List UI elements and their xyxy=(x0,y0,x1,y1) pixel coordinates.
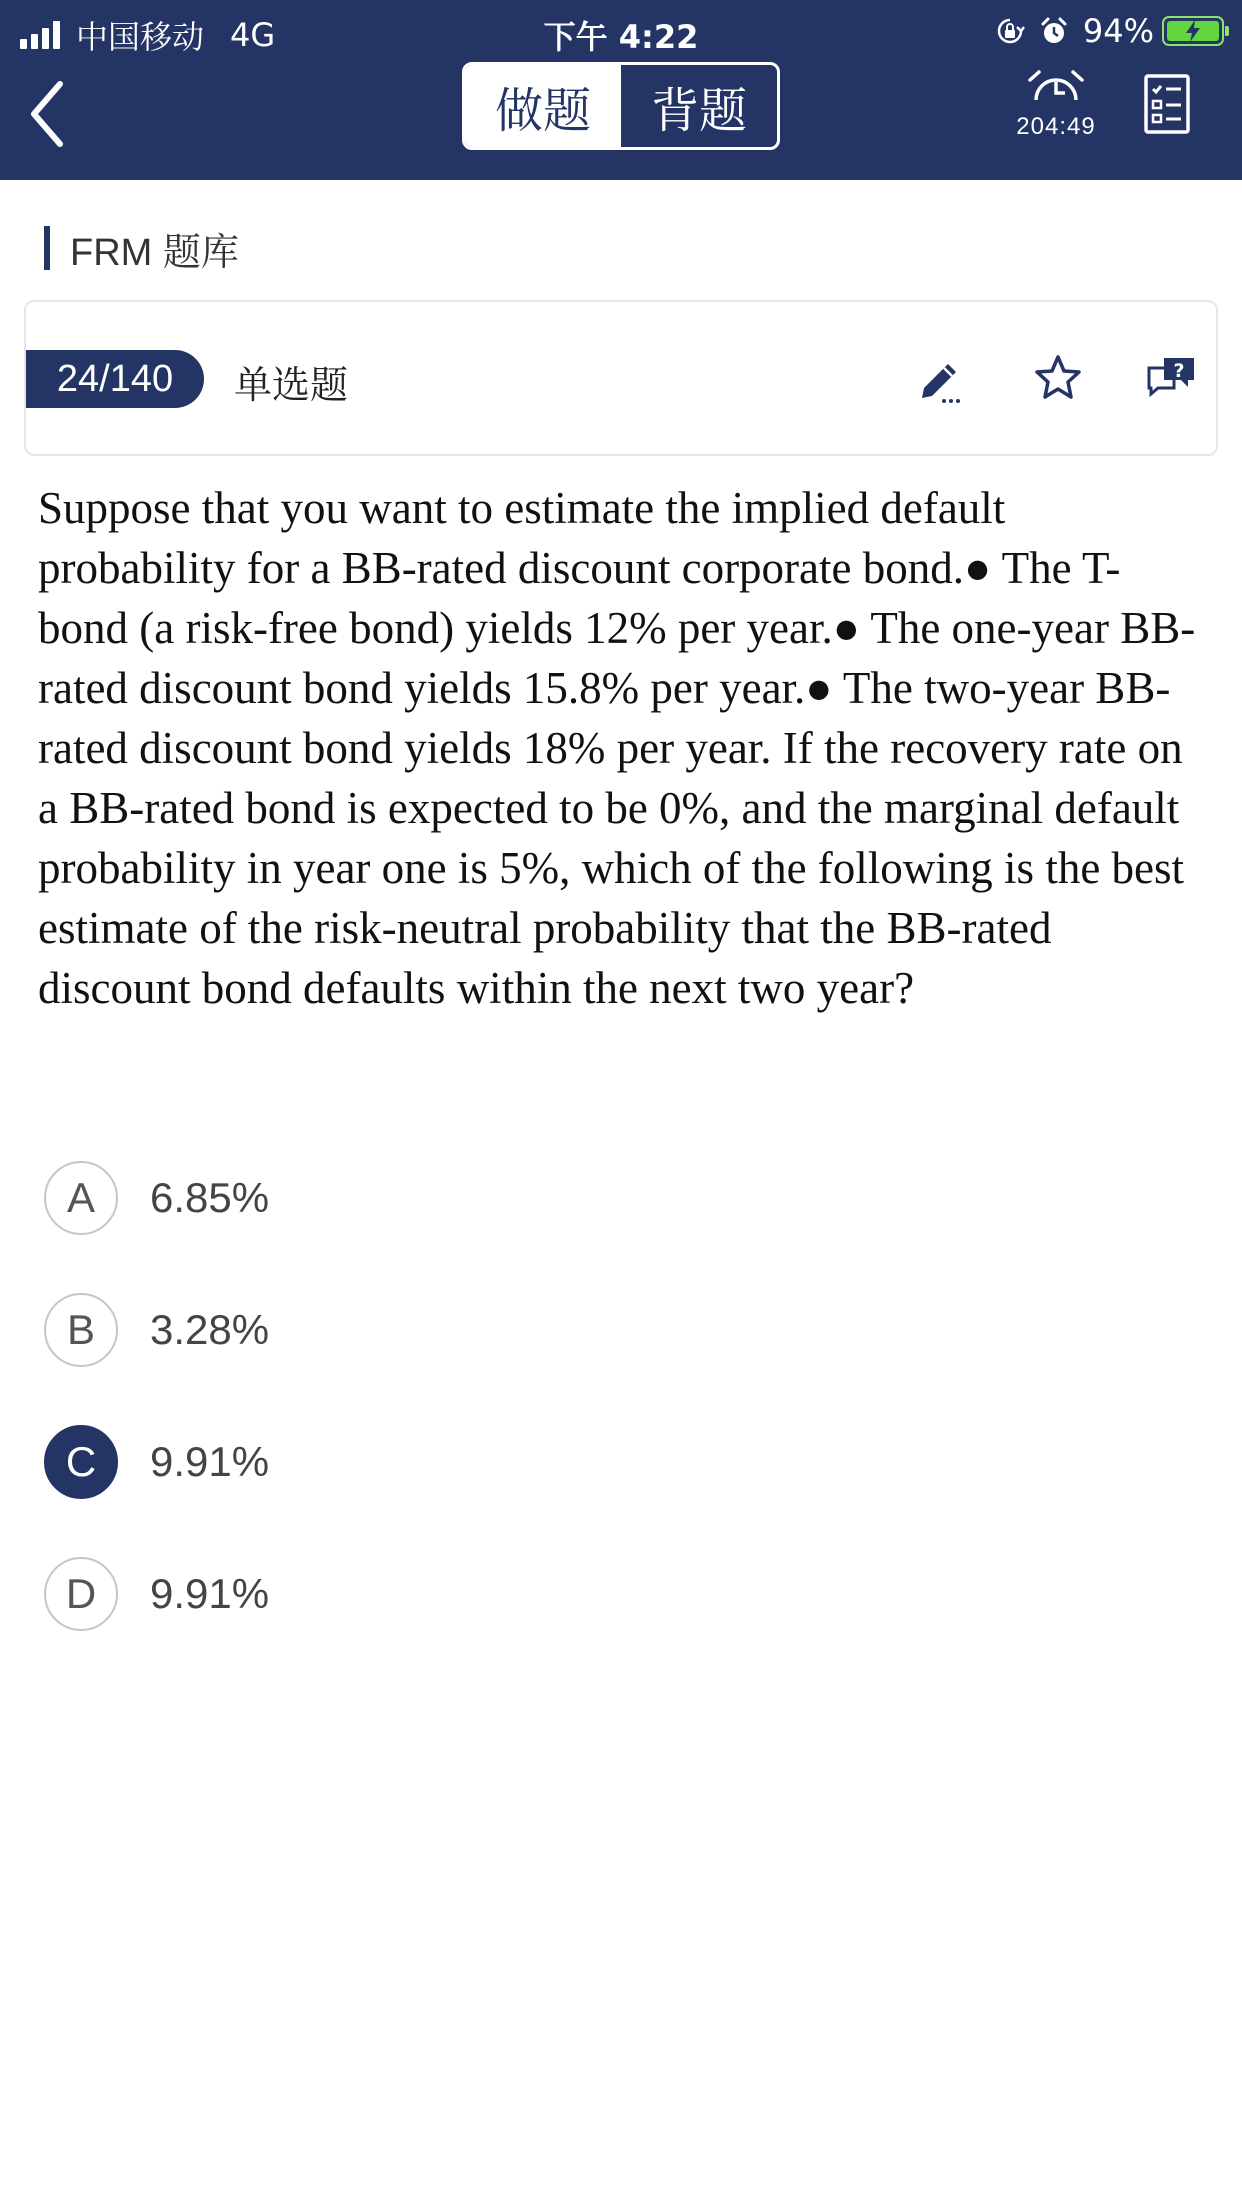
battery-percent: 94% xyxy=(1082,12,1154,50)
nav-bar xyxy=(0,62,1242,180)
rotation-lock-icon xyxy=(995,16,1025,46)
svg-text:?: ? xyxy=(1173,360,1185,382)
alarm-clock-icon xyxy=(1027,68,1085,108)
tab-practice[interactable]: 做题 xyxy=(465,65,621,147)
battery-icon xyxy=(1162,16,1224,46)
option-text-c: 9.91% xyxy=(150,1438,270,1485)
option-letter-c: C xyxy=(44,1425,118,1499)
option-c[interactable] xyxy=(44,1396,1194,1528)
status-time: 下午 4:22 xyxy=(543,18,699,56)
star-icon[interactable] xyxy=(1032,352,1084,404)
option-text-d: 9.91% xyxy=(150,1570,270,1617)
timer-text: 204:49 xyxy=(1016,113,1096,140)
tab-memorize[interactable]: 背题 xyxy=(650,82,747,139)
edit-note-icon[interactable] xyxy=(914,352,966,404)
carrier-label: 中国移动 xyxy=(76,18,205,56)
option-letter-d: D xyxy=(44,1557,118,1631)
question-number-badge: 24/140 xyxy=(26,350,204,408)
options-list xyxy=(44,1132,1194,1660)
alarm-icon xyxy=(1039,16,1069,46)
option-a[interactable] xyxy=(44,1132,1194,1264)
answer-sheet-icon[interactable] xyxy=(1144,74,1190,134)
option-text-b: 3.28% xyxy=(150,1306,270,1353)
back-icon[interactable] xyxy=(24,74,74,154)
app-header xyxy=(0,0,1242,180)
mode-switch xyxy=(462,62,780,150)
status-right xyxy=(995,12,1224,50)
question-type-label: 单选题 xyxy=(234,363,349,407)
timer-button[interactable] xyxy=(1008,68,1104,141)
option-b[interactable] xyxy=(44,1264,1194,1396)
question-text: Suppose that you want to estimate the implied default probability for a BB-rated discount corporate bond.● The T-bond (a risk-free bond) yields 12% per year.● The one-year BB-rated discount bond yields 15.8% per year.● The two-year BB-rated discount bond yields 18% per year. If the recovery rate on a BB-rated bond is expected to be 0%, and the marginal default probability in year one is 5%, which of the following is the best estimate of the risk-neutral probability that the BB-rated discount bond defaults within the next two year? xyxy=(38,483,1196,1013)
status-bar xyxy=(0,0,1242,62)
option-letter-b: B xyxy=(44,1293,118,1367)
option-letter-a: A xyxy=(44,1161,118,1235)
network-label: 4G xyxy=(230,16,276,54)
question-info-card xyxy=(24,300,1218,456)
option-text-a: 6.85% xyxy=(150,1174,270,1221)
feedback-question-icon[interactable] xyxy=(1146,352,1198,404)
option-d[interactable] xyxy=(44,1528,1194,1660)
section-title: FRM 题库 xyxy=(44,226,239,270)
